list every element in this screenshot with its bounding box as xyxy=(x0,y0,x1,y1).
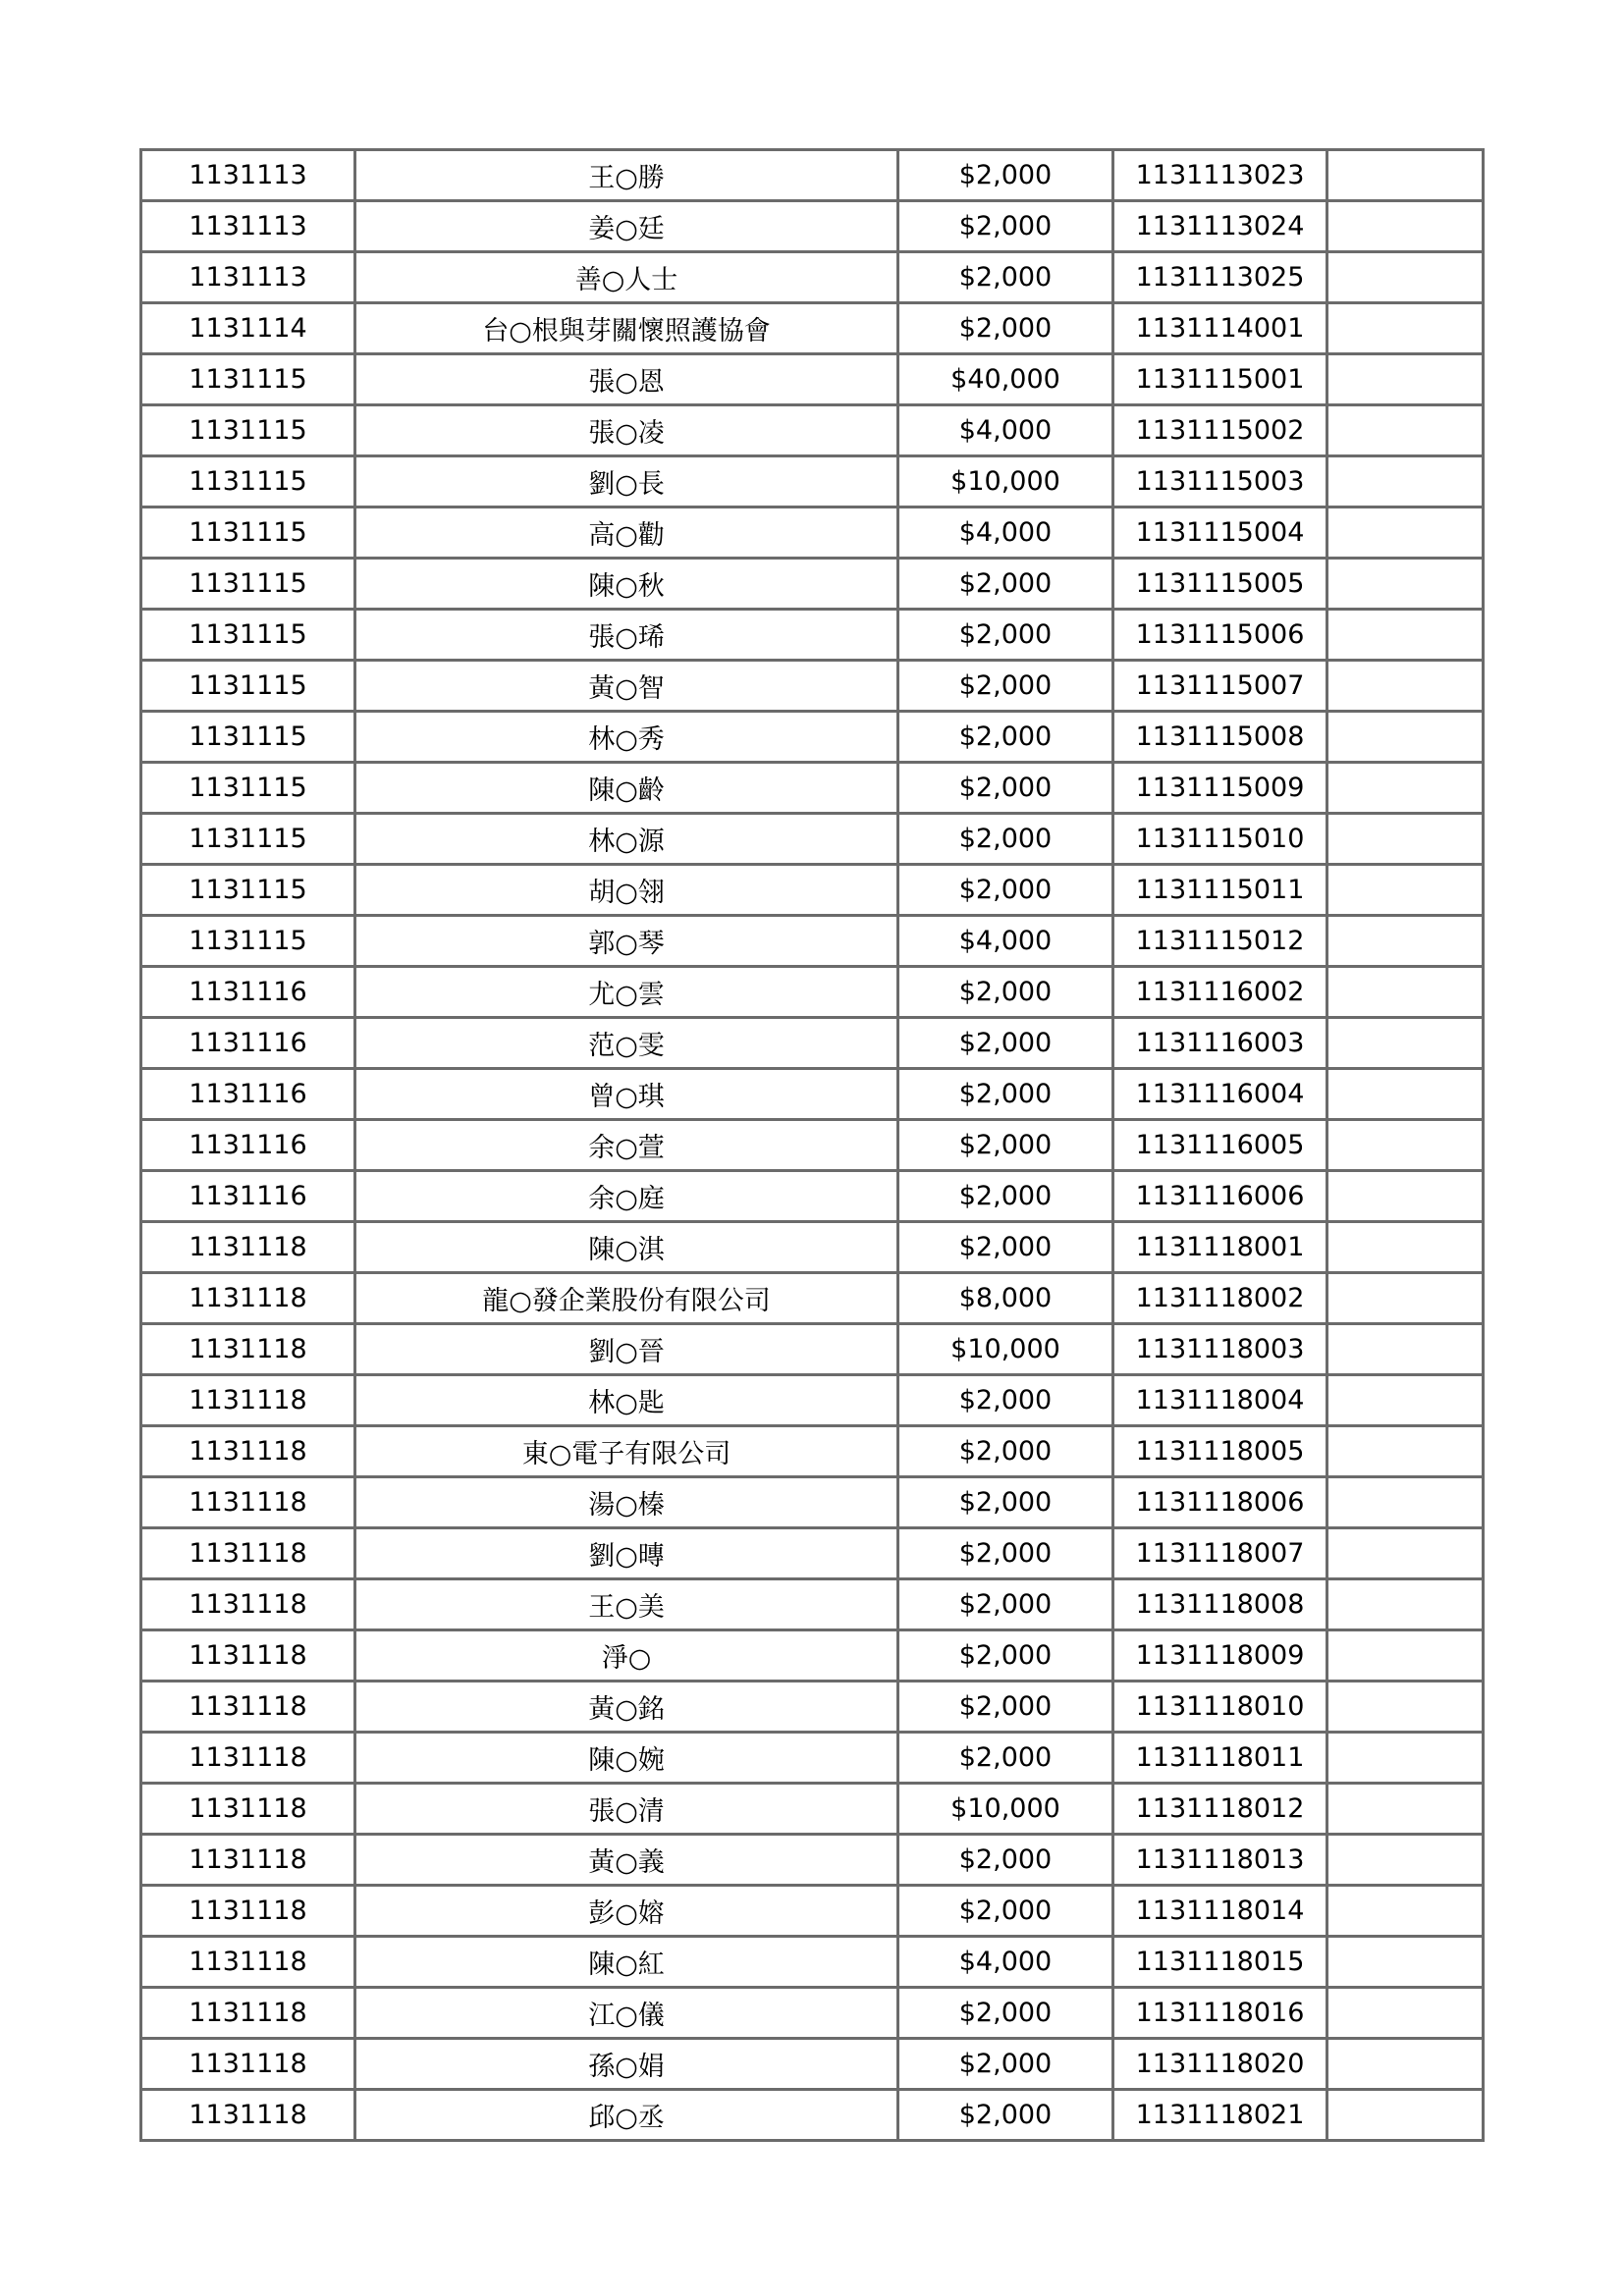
receipt-number-cell: 1131118015 xyxy=(1113,1937,1327,1988)
amount-cell: $2,000 xyxy=(898,252,1113,303)
date-cell: 1131115 xyxy=(141,507,355,559)
receipt-number-cell: 1131118021 xyxy=(1113,2090,1327,2141)
table-row xyxy=(141,1069,1484,1120)
table-row xyxy=(141,967,1484,1018)
note-cell xyxy=(1327,1324,1484,1375)
date-cell: 1131116 xyxy=(141,1018,355,1069)
table-row xyxy=(141,1682,1484,1733)
note-cell xyxy=(1327,201,1484,252)
table-row xyxy=(141,814,1484,865)
note-cell xyxy=(1327,1477,1484,1528)
amount-cell: $2,000 xyxy=(898,1069,1113,1120)
amount-cell: $2,000 xyxy=(898,1988,1113,2039)
receipt-number-cell: 1131115012 xyxy=(1113,916,1327,967)
donor-cell: 邱○丞 xyxy=(355,2090,898,2141)
amount-cell: $2,000 xyxy=(898,814,1113,865)
donor-cell: 曾○琪 xyxy=(355,1069,898,1120)
note-cell xyxy=(1327,1579,1484,1630)
date-cell: 1131118 xyxy=(141,1886,355,1937)
donor-cell: 台○根與芽關懷照護協會 xyxy=(355,303,898,354)
note-cell xyxy=(1327,2090,1484,2141)
table-row xyxy=(141,303,1484,354)
receipt-number-cell: 1131115009 xyxy=(1113,763,1327,814)
note-cell xyxy=(1327,1682,1484,1733)
receipt-number-cell: 1131116004 xyxy=(1113,1069,1327,1120)
amount-cell: $4,000 xyxy=(898,916,1113,967)
receipt-number-cell: 1131115011 xyxy=(1113,865,1327,916)
receipt-number-cell: 1131118001 xyxy=(1113,1222,1327,1273)
table-row xyxy=(141,1426,1484,1477)
receipt-number-cell: 1131115003 xyxy=(1113,456,1327,507)
amount-cell: $2,000 xyxy=(898,150,1113,201)
date-cell: 1131115 xyxy=(141,763,355,814)
note-cell xyxy=(1327,712,1484,763)
table-row xyxy=(141,1477,1484,1528)
date-cell: 1131118 xyxy=(141,1324,355,1375)
amount-cell: $2,000 xyxy=(898,1528,1113,1579)
note-cell xyxy=(1327,507,1484,559)
donor-cell: 陳○秋 xyxy=(355,559,898,610)
note-cell xyxy=(1327,1120,1484,1171)
receipt-number-cell: 1131118005 xyxy=(1113,1426,1327,1477)
date-cell: 1131113 xyxy=(141,201,355,252)
note-cell xyxy=(1327,1886,1484,1937)
date-cell: 1131118 xyxy=(141,1835,355,1886)
amount-cell: $10,000 xyxy=(898,456,1113,507)
donor-cell: 胡○翎 xyxy=(355,865,898,916)
date-cell: 1131113 xyxy=(141,252,355,303)
date-cell: 1131118 xyxy=(141,1988,355,2039)
note-cell xyxy=(1327,2039,1484,2090)
receipt-number-cell: 1131115007 xyxy=(1113,661,1327,712)
donor-cell: 郭○琴 xyxy=(355,916,898,967)
note-cell xyxy=(1327,1784,1484,1835)
table-row xyxy=(141,405,1484,456)
donor-cell: 張○凌 xyxy=(355,405,898,456)
donor-cell: 陳○紅 xyxy=(355,1937,898,1988)
table-row xyxy=(141,1375,1484,1426)
receipt-number-cell: 1131118008 xyxy=(1113,1579,1327,1630)
amount-cell: $2,000 xyxy=(898,1835,1113,1886)
amount-cell: $4,000 xyxy=(898,405,1113,456)
date-cell: 1131118 xyxy=(141,1733,355,1784)
amount-cell: $2,000 xyxy=(898,1579,1113,1630)
table-row xyxy=(141,150,1484,201)
table-row xyxy=(141,661,1484,712)
date-cell: 1131116 xyxy=(141,1069,355,1120)
date-cell: 1131116 xyxy=(141,967,355,1018)
receipt-number-cell: 1131118010 xyxy=(1113,1682,1327,1733)
table-row xyxy=(141,507,1484,559)
amount-cell: $2,000 xyxy=(898,610,1113,661)
date-cell: 1131115 xyxy=(141,712,355,763)
table-row xyxy=(141,252,1484,303)
receipt-number-cell: 1131115001 xyxy=(1113,354,1327,405)
note-cell xyxy=(1327,916,1484,967)
amount-cell: $2,000 xyxy=(898,1171,1113,1222)
receipt-number-cell: 1131113024 xyxy=(1113,201,1327,252)
donor-cell: 彭○嫆 xyxy=(355,1886,898,1937)
table-row xyxy=(141,1528,1484,1579)
date-cell: 1131118 xyxy=(141,1579,355,1630)
donation-table-body xyxy=(141,150,1484,2141)
table-row xyxy=(141,1273,1484,1324)
note-cell xyxy=(1327,1375,1484,1426)
date-cell: 1131118 xyxy=(141,2090,355,2141)
amount-cell: $2,000 xyxy=(898,1426,1113,1477)
donor-cell: 尤○雲 xyxy=(355,967,898,1018)
donor-cell: 余○庭 xyxy=(355,1171,898,1222)
donation-table xyxy=(139,148,1485,2142)
date-cell: 1131116 xyxy=(141,1171,355,1222)
donor-cell: 劉○暷 xyxy=(355,1528,898,1579)
table-row xyxy=(141,559,1484,610)
note-cell xyxy=(1327,150,1484,201)
amount-cell: $2,000 xyxy=(898,1682,1113,1733)
receipt-number-cell: 1131115004 xyxy=(1113,507,1327,559)
date-cell: 1131118 xyxy=(141,1477,355,1528)
date-cell: 1131118 xyxy=(141,1630,355,1682)
date-cell: 1131115 xyxy=(141,456,355,507)
donor-cell: 余○萱 xyxy=(355,1120,898,1171)
note-cell xyxy=(1327,1937,1484,1988)
table-row xyxy=(141,1222,1484,1273)
table-row xyxy=(141,712,1484,763)
note-cell xyxy=(1327,763,1484,814)
donor-cell: 東○電子有限公司 xyxy=(355,1426,898,1477)
table-row xyxy=(141,1579,1484,1630)
date-cell: 1131115 xyxy=(141,916,355,967)
table-row xyxy=(141,2090,1484,2141)
receipt-number-cell: 1131118002 xyxy=(1113,1273,1327,1324)
donor-cell: 黃○銘 xyxy=(355,1682,898,1733)
amount-cell: $2,000 xyxy=(898,1018,1113,1069)
receipt-number-cell: 1131115005 xyxy=(1113,559,1327,610)
table-row xyxy=(141,2039,1484,2090)
donor-cell: 善○人士 xyxy=(355,252,898,303)
note-cell xyxy=(1327,1171,1484,1222)
note-cell xyxy=(1327,1733,1484,1784)
receipt-number-cell: 1131116006 xyxy=(1113,1171,1327,1222)
amount-cell: $10,000 xyxy=(898,1784,1113,1835)
amount-cell: $2,000 xyxy=(898,1120,1113,1171)
date-cell: 1131118 xyxy=(141,1426,355,1477)
date-cell: 1131115 xyxy=(141,814,355,865)
donor-cell: 陳○婉 xyxy=(355,1733,898,1784)
donor-cell: 張○清 xyxy=(355,1784,898,1835)
note-cell xyxy=(1327,661,1484,712)
date-cell: 1131116 xyxy=(141,1120,355,1171)
note-cell xyxy=(1327,1069,1484,1120)
receipt-number-cell: 1131115008 xyxy=(1113,712,1327,763)
amount-cell: $2,000 xyxy=(898,1630,1113,1682)
table-row xyxy=(141,1937,1484,1988)
donor-cell: 姜○廷 xyxy=(355,201,898,252)
table-row xyxy=(141,1630,1484,1682)
amount-cell: $2,000 xyxy=(898,661,1113,712)
note-cell xyxy=(1327,1273,1484,1324)
table-row xyxy=(141,1835,1484,1886)
note-cell xyxy=(1327,1988,1484,2039)
receipt-number-cell: 1131118006 xyxy=(1113,1477,1327,1528)
receipt-number-cell: 1131116002 xyxy=(1113,967,1327,1018)
date-cell: 1131118 xyxy=(141,1784,355,1835)
note-cell xyxy=(1327,405,1484,456)
receipt-number-cell: 1131113025 xyxy=(1113,252,1327,303)
table-row xyxy=(141,865,1484,916)
donor-cell: 張○琋 xyxy=(355,610,898,661)
amount-cell: $8,000 xyxy=(898,1273,1113,1324)
receipt-number-cell: 1131116005 xyxy=(1113,1120,1327,1171)
donor-cell: 范○雯 xyxy=(355,1018,898,1069)
note-cell xyxy=(1327,865,1484,916)
note-cell xyxy=(1327,354,1484,405)
donor-cell: 陳○齡 xyxy=(355,763,898,814)
receipt-number-cell: 1131118007 xyxy=(1113,1528,1327,1579)
donor-cell: 湯○榛 xyxy=(355,1477,898,1528)
note-cell xyxy=(1327,967,1484,1018)
date-cell: 1131115 xyxy=(141,865,355,916)
date-cell: 1131118 xyxy=(141,1273,355,1324)
amount-cell: $2,000 xyxy=(898,1886,1113,1937)
amount-cell: $2,000 xyxy=(898,1375,1113,1426)
note-cell xyxy=(1327,303,1484,354)
table-row xyxy=(141,763,1484,814)
amount-cell: $2,000 xyxy=(898,763,1113,814)
date-cell: 1131115 xyxy=(141,354,355,405)
date-cell: 1131118 xyxy=(141,2039,355,2090)
amount-cell: $2,000 xyxy=(898,1477,1113,1528)
receipt-number-cell: 1131116003 xyxy=(1113,1018,1327,1069)
receipt-number-cell: 1131118009 xyxy=(1113,1630,1327,1682)
table-row xyxy=(141,1733,1484,1784)
donor-cell: 林○匙 xyxy=(355,1375,898,1426)
receipt-number-cell: 1131118014 xyxy=(1113,1886,1327,1937)
donor-cell: 王○美 xyxy=(355,1579,898,1630)
table-row xyxy=(141,1018,1484,1069)
date-cell: 1131118 xyxy=(141,1375,355,1426)
donor-cell: 黃○智 xyxy=(355,661,898,712)
table-row xyxy=(141,610,1484,661)
table-row xyxy=(141,456,1484,507)
donor-cell: 張○恩 xyxy=(355,354,898,405)
receipt-number-cell: 1131118013 xyxy=(1113,1835,1327,1886)
date-cell: 1131113 xyxy=(141,150,355,201)
table-row xyxy=(141,1886,1484,1937)
amount-cell: $2,000 xyxy=(898,559,1113,610)
date-cell: 1131118 xyxy=(141,1528,355,1579)
note-cell xyxy=(1327,456,1484,507)
donor-cell: 黃○義 xyxy=(355,1835,898,1886)
date-cell: 1131118 xyxy=(141,1222,355,1273)
amount-cell: $2,000 xyxy=(898,2039,1113,2090)
date-cell: 1131115 xyxy=(141,610,355,661)
amount-cell: $2,000 xyxy=(898,967,1113,1018)
date-cell: 1131118 xyxy=(141,1937,355,1988)
donor-cell: 龍○發企業股份有限公司 xyxy=(355,1273,898,1324)
donor-cell: 淨○ xyxy=(355,1630,898,1682)
amount-cell: $2,000 xyxy=(898,865,1113,916)
amount-cell: $2,000 xyxy=(898,2090,1113,2141)
donor-cell: 江○儀 xyxy=(355,1988,898,2039)
receipt-number-cell: 1131118011 xyxy=(1113,1733,1327,1784)
donor-cell: 陳○淇 xyxy=(355,1222,898,1273)
receipt-number-cell: 1131114001 xyxy=(1113,303,1327,354)
date-cell: 1131115 xyxy=(141,559,355,610)
date-cell: 1131115 xyxy=(141,661,355,712)
table-row xyxy=(141,1324,1484,1375)
amount-cell: $10,000 xyxy=(898,1324,1113,1375)
note-cell xyxy=(1327,1018,1484,1069)
amount-cell: $2,000 xyxy=(898,1733,1113,1784)
amount-cell: $4,000 xyxy=(898,1937,1113,1988)
note-cell xyxy=(1327,1835,1484,1886)
note-cell xyxy=(1327,559,1484,610)
date-cell: 1131115 xyxy=(141,405,355,456)
donor-cell: 林○源 xyxy=(355,814,898,865)
table-row xyxy=(141,354,1484,405)
note-cell xyxy=(1327,252,1484,303)
table-row xyxy=(141,201,1484,252)
amount-cell: $2,000 xyxy=(898,1222,1113,1273)
receipt-number-cell: 1131118016 xyxy=(1113,1988,1327,2039)
table-row xyxy=(141,1784,1484,1835)
receipt-number-cell: 1131118020 xyxy=(1113,2039,1327,2090)
amount-cell: $4,000 xyxy=(898,507,1113,559)
donor-cell: 孫○娟 xyxy=(355,2039,898,2090)
receipt-number-cell: 1131118012 xyxy=(1113,1784,1327,1835)
amount-cell: $40,000 xyxy=(898,354,1113,405)
amount-cell: $2,000 xyxy=(898,201,1113,252)
receipt-number-cell: 1131118003 xyxy=(1113,1324,1327,1375)
note-cell xyxy=(1327,1528,1484,1579)
note-cell xyxy=(1327,814,1484,865)
amount-cell: $2,000 xyxy=(898,712,1113,763)
donor-cell: 高○勸 xyxy=(355,507,898,559)
note-cell xyxy=(1327,610,1484,661)
receipt-number-cell: 1131115010 xyxy=(1113,814,1327,865)
date-cell: 1131114 xyxy=(141,303,355,354)
table-row xyxy=(141,1171,1484,1222)
receipt-number-cell: 1131113023 xyxy=(1113,150,1327,201)
receipt-number-cell: 1131115006 xyxy=(1113,610,1327,661)
table-row xyxy=(141,1120,1484,1171)
date-cell: 1131118 xyxy=(141,1682,355,1733)
table-row xyxy=(141,916,1484,967)
table-row xyxy=(141,1988,1484,2039)
note-cell xyxy=(1327,1222,1484,1273)
receipt-number-cell: 1131118004 xyxy=(1113,1375,1327,1426)
note-cell xyxy=(1327,1426,1484,1477)
donor-cell: 劉○長 xyxy=(355,456,898,507)
note-cell xyxy=(1327,1630,1484,1682)
donor-cell: 林○秀 xyxy=(355,712,898,763)
amount-cell: $2,000 xyxy=(898,303,1113,354)
receipt-number-cell: 1131115002 xyxy=(1113,405,1327,456)
donor-cell: 王○勝 xyxy=(355,150,898,201)
donor-cell: 劉○晉 xyxy=(355,1324,898,1375)
